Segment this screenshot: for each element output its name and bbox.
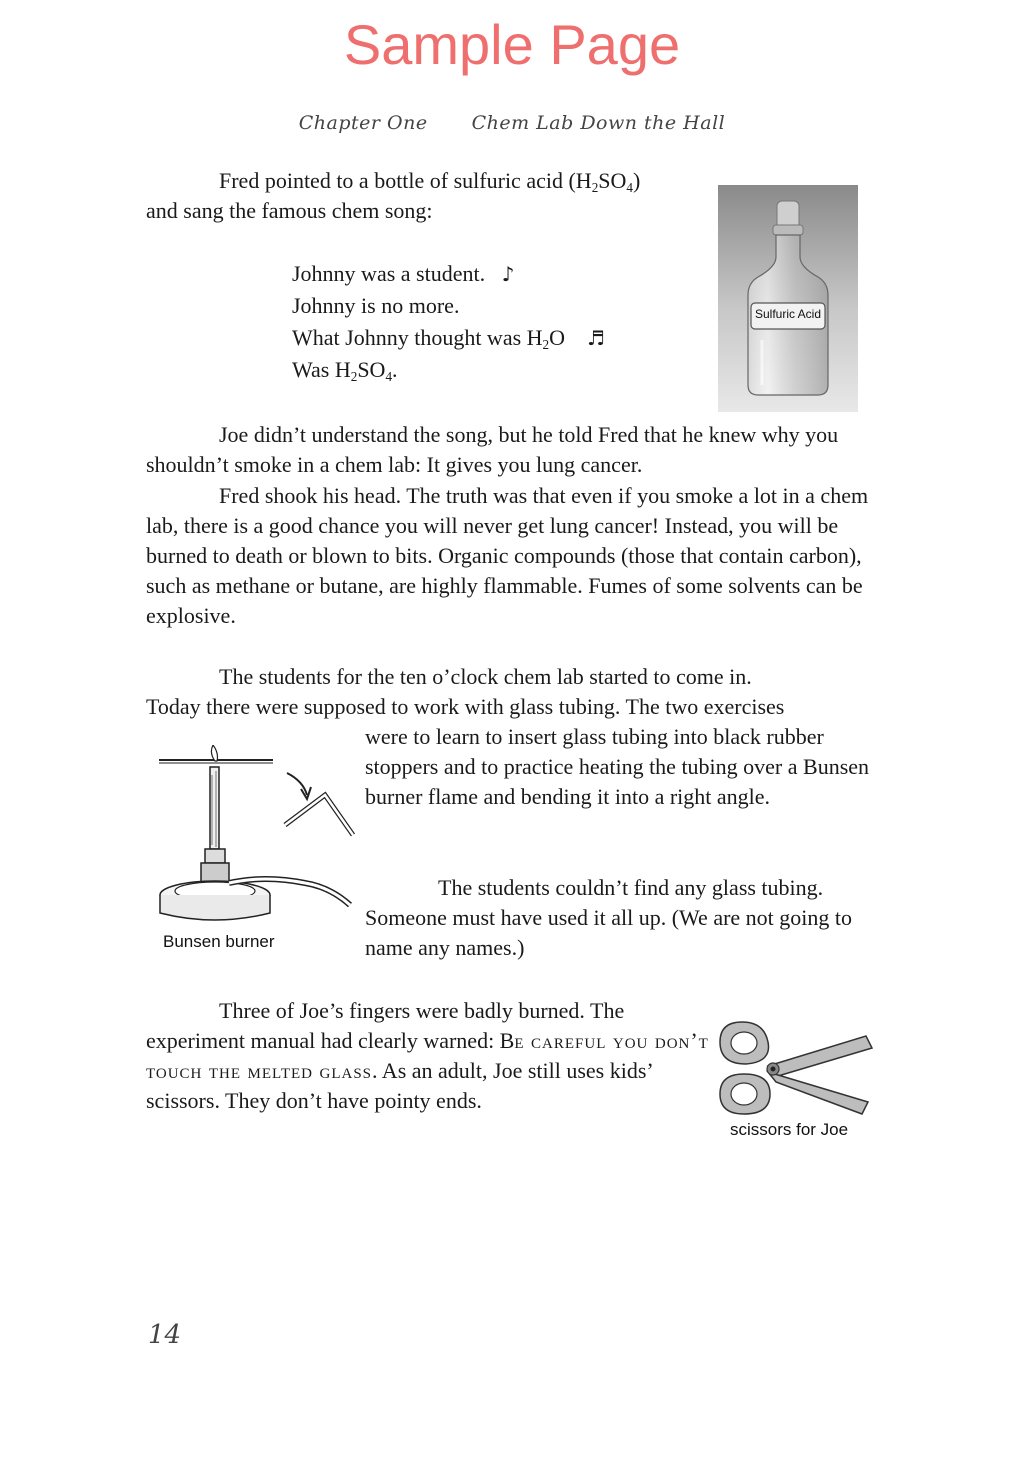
subscript: 2 (542, 337, 550, 352)
students-arrival-paragraph (146, 662, 886, 722)
poem-line-1 (292, 258, 605, 290)
joe-lung-cancer-paragraph (146, 420, 886, 480)
paragraph-text: Three of Joe’s fingers were badly burned. The experiment manual had clearly warned: B (146, 998, 625, 1053)
chem-song-poem (292, 258, 605, 386)
burned-fingers-paragraph (146, 996, 712, 1116)
chapter-number: Chapter One (298, 112, 428, 134)
subscript: 2 (591, 180, 599, 195)
intro-text-a: Fred pointed to a bottle of sulfuric acid (H (219, 168, 592, 193)
paragraph-text: . As an adult, Joe still uses kids’ scissors. They don’t have pointy ends. (146, 1058, 653, 1113)
paragraph-text: were to learn to insert glass tubing into black rubber stoppers and to practice heating the tubing over a Bunsen burner flame and bending it into a right angle. (365, 724, 870, 809)
poem-line-text: SO (357, 357, 386, 382)
sulfuric-acid-bottle-photo (718, 185, 858, 412)
music-note-icon: ♪ (501, 262, 515, 286)
fred-explanation-paragraph (146, 481, 892, 631)
poem-line-text: Was H (292, 357, 351, 382)
chapter-header (0, 112, 1024, 134)
poem-line-text: What Johnny thought was H (292, 325, 543, 350)
page-number: 14 (148, 1320, 182, 1350)
bunsen-burner-caption: Bunsen burner (163, 932, 275, 951)
poem-line-text: . (392, 357, 398, 382)
poem-line-text: Johnny was a student. (292, 261, 486, 286)
poem-line-2: Johnny is no more. (292, 293, 460, 318)
intro-text-c: ) (633, 168, 641, 193)
poem-line-text: O (549, 325, 566, 350)
subscript: 4 (385, 369, 393, 384)
poem-line-3 (292, 322, 605, 354)
warning-small-caps-text: e careful you don’t touch the melted glass (146, 1028, 709, 1083)
poem-line-4 (292, 354, 605, 386)
intro-text-d: and sang the famous chem song: (146, 198, 433, 223)
chapter-title: Chem Lab Down the Hall (471, 112, 726, 134)
paragraph-text: Fred shook his head. The truth was that even if you smoke a lot in a chem lab, there is a good chance you will never get lung cancer! Instead, you will be burned to death or blown to bits. Organic compounds (those that contain carbon), such as methane or butane, are highly flammable. Fumes of some solvents can be explosive. (146, 483, 869, 628)
intro-paragraph (146, 166, 706, 226)
exercises-paragraph (365, 722, 880, 812)
scissors-illustration (716, 1018, 876, 1143)
paragraph-text: Joe didn’t understand the song, but he told Fred that he knew why you shouldn’t smoke in a chem lab: It gives you lung cancer. (146, 422, 839, 477)
music-notes-icon: ♬ (587, 326, 605, 350)
scissors-caption: scissors for Joe (730, 1120, 849, 1139)
subscript: 4 (626, 180, 633, 195)
paragraph-text: The students couldn’t find any glass tubing. Someone must have used it all up. (We are not going to name any names.) (365, 875, 853, 960)
sample-page-watermark: Sample Page (343, 13, 681, 76)
intro-text-b: SO (598, 168, 627, 193)
paragraph-text: The students for the ten o’clock chem lab started to come in. (219, 664, 752, 689)
bunsen-burner-illustration (155, 745, 360, 955)
bottle-label: Sulfuric Acid (754, 307, 822, 321)
no-glass-tubing-paragraph (365, 873, 875, 963)
subscript: 2 (350, 369, 358, 384)
paragraph-text: Today there were supposed to work with glass tubing. The two exercises (146, 694, 785, 719)
